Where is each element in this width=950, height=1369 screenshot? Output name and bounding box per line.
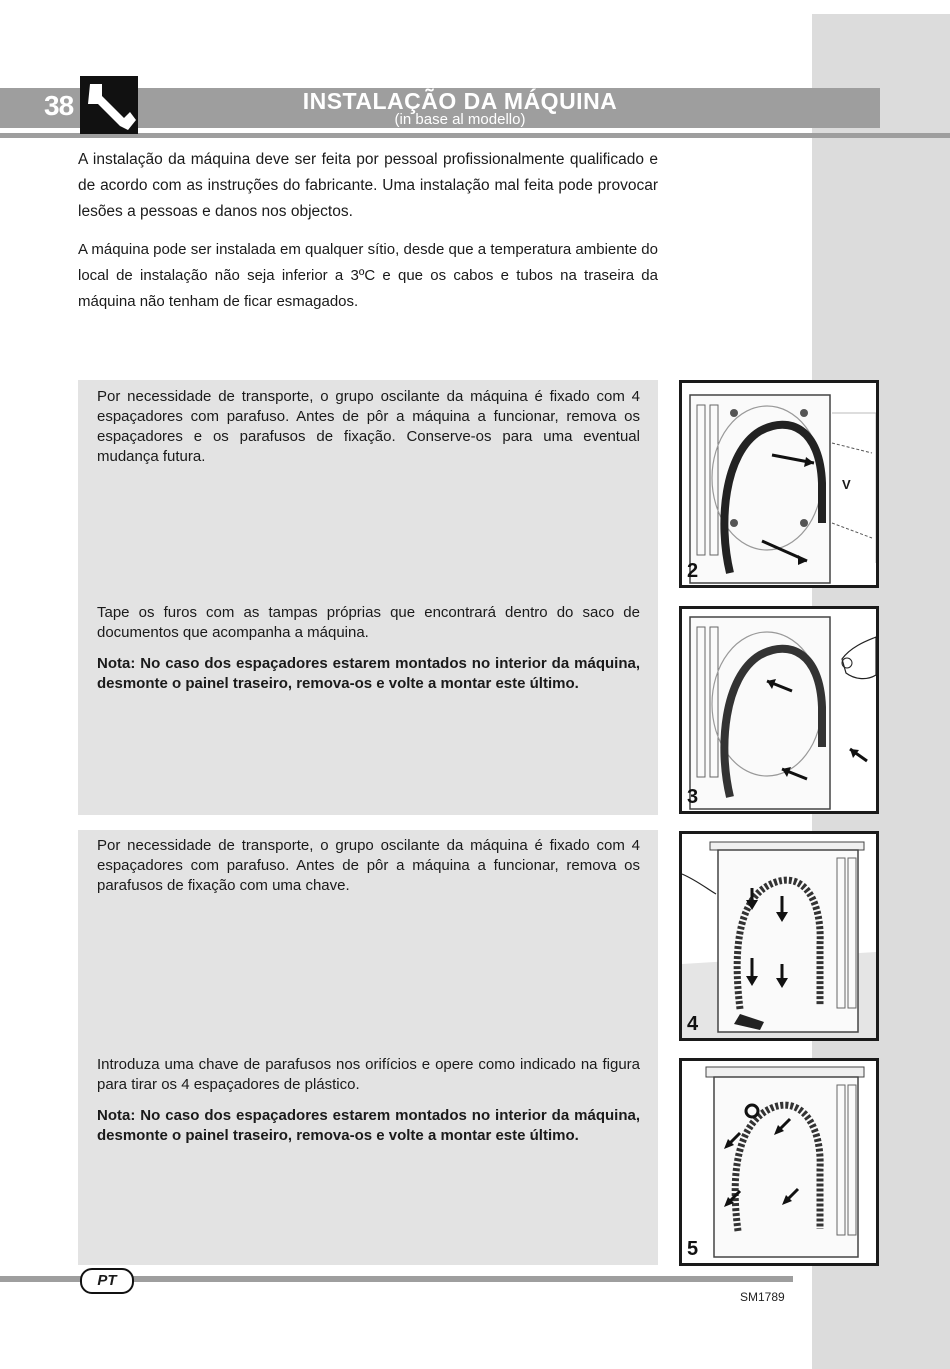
figure-4 xyxy=(679,831,879,1041)
document-code: SM1789 xyxy=(740,1290,785,1304)
washer-back-cover-holes-illustration xyxy=(682,609,876,811)
section-1-text-1: Por necessidade de transporte, o grupo oscilante da máquina é fixado com 4 espaçadores com parafuso. Antes de pôr a máquina a funcionar, remova os espaçadores e os parafusos de fixação. Conserve-os para uma eventual mudança futura. xyxy=(97,388,640,465)
washer-back-plastic-spacers-illustration xyxy=(682,1061,876,1263)
figure-3-number: 3 xyxy=(687,786,699,808)
figure-4-number: 4 xyxy=(687,1013,699,1035)
washer-back-unscrew-illustration xyxy=(682,834,876,1038)
section-1-text-2: Tape os furos com as tampas próprias que encontrará dentro do saco de documentos que acompanha a máquina. xyxy=(97,604,640,641)
header-underline xyxy=(0,133,950,138)
page-title: INSTALAÇÃO DA MÁQUINA xyxy=(302,88,618,114)
section-2-text-2: Introduza uma chave de parafusos nos orifícios e opere como indicado na figura para tirar os 4 espaçadores de plástico. xyxy=(97,1056,640,1093)
wrench-icon xyxy=(80,76,138,134)
section-2-note: Nota: No caso dos espaçadores estarem montados no interior da máquina, desmonte o painel traseiro, remova-os e volte a montar este último. xyxy=(97,1107,640,1144)
page-number: 38 xyxy=(44,90,74,121)
figure-3 xyxy=(679,606,879,814)
language-badge: PT xyxy=(80,1268,134,1294)
figure-2-number: 2 xyxy=(687,560,699,582)
figure-2-label: V xyxy=(842,477,851,492)
section-2-text-1: Por necessidade de transporte, o grupo oscilante da máquina é fixado com 4 espaçadores com parafuso. Antes de pôr a máquina a funcionar, remova os parafusos de fixação com uma chave. xyxy=(97,837,640,894)
figure-5 xyxy=(679,1058,879,1266)
figure-2 xyxy=(679,380,879,588)
section-1-note: Nota: No caso dos espaçadores estarem montados no interior da máquina, desmonte o painel traseiro, remova-os e volte a montar este último. xyxy=(97,655,640,692)
intro-paragraph-1: A instalação da máquina deve ser feita por pessoal profissionalmente qualificado e de acordo com as instruções do fabricante. Uma instalação mal feita pode provocar lesões a pessoas e danos nos objectos. xyxy=(78,151,658,220)
page-subtitle: (in base al modello) xyxy=(394,111,526,128)
figure-5-number: 5 xyxy=(687,1238,699,1260)
intro-paragraph-2: A máquina pode ser instalada em qualquer sítio, desde que a temperatura ambiente do local de instalação não seja inferior a 3ºC e que os cabos e tubos na traseira da máquina não tenham de ficar esmagados. xyxy=(78,241,658,310)
